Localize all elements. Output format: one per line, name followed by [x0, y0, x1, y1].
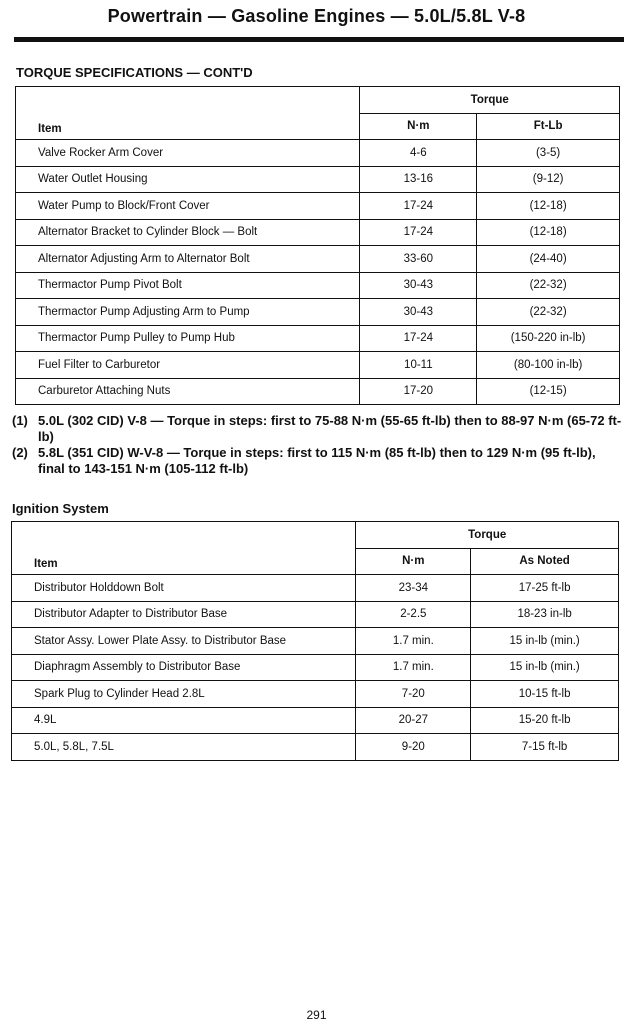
- item-cell: Thermactor Pump Pivot Bolt: [16, 272, 360, 299]
- footnote-number: (1): [12, 413, 28, 428]
- table-row: [16, 299, 620, 326]
- nm-cell: 17-24: [360, 193, 477, 220]
- table-row: [16, 352, 620, 379]
- nm-cell: 30-43: [360, 272, 477, 299]
- nm-cell: 10-11: [360, 352, 477, 379]
- footnote: [12, 445, 624, 477]
- table-row: [16, 246, 620, 273]
- value-cell: 18-23 in-lb: [471, 601, 619, 628]
- footnotes: [12, 413, 624, 477]
- table-row: [16, 378, 620, 405]
- column-header-item: Item: [12, 522, 356, 575]
- ignition-section-title: Ignition System: [12, 501, 109, 516]
- value-cell: (22-32): [477, 272, 620, 299]
- item-cell: Diaphragm Assembly to Distributor Base: [12, 654, 356, 681]
- value-cell: 10-15 ft-lb: [471, 681, 619, 708]
- table-row: [16, 193, 620, 220]
- item-cell: Spark Plug to Cylinder Head 2.8L: [12, 681, 356, 708]
- item-cell: Fuel Filter to Carburetor: [16, 352, 360, 379]
- value-cell: (12-18): [477, 219, 620, 246]
- item-cell: Thermactor Pump Pulley to Pump Hub: [16, 325, 360, 352]
- item-cell: Distributor Holddown Bolt: [12, 575, 356, 602]
- nm-cell: 17-24: [360, 325, 477, 352]
- table-row: [12, 628, 619, 655]
- nm-cell: 20-27: [356, 707, 471, 734]
- ignition-table: [11, 521, 619, 761]
- value-cell: 7-15 ft-lb: [471, 734, 619, 761]
- nm-cell: 4-6: [360, 140, 477, 167]
- table-row: [16, 325, 620, 352]
- value-cell: (9-12): [477, 166, 620, 193]
- nm-cell: 9-20: [356, 734, 471, 761]
- value-cell: 17-25 ft-lb: [471, 575, 619, 602]
- table-row: [12, 734, 619, 761]
- value-cell: (12-18): [477, 193, 620, 220]
- item-cell: 4.9L: [12, 707, 356, 734]
- nm-cell: 13-16: [360, 166, 477, 193]
- item-cell: Stator Assy. Lower Plate Assy. to Distributor Base: [12, 628, 356, 655]
- value-cell: (3-5): [477, 140, 620, 167]
- table-row: [12, 681, 619, 708]
- page-number: 291: [306, 1008, 327, 1022]
- value-cell: (80-100 in-lb): [477, 352, 620, 379]
- footnote: [12, 413, 624, 445]
- item-cell: Alternator Bracket to Cylinder Block — Bolt: [16, 219, 360, 246]
- table-row: [12, 575, 619, 602]
- item-cell: Distributor Adapter to Distributor Base: [12, 601, 356, 628]
- column-group-torque: Torque: [356, 522, 619, 549]
- nm-cell: 30-43: [360, 299, 477, 326]
- table-row: [12, 654, 619, 681]
- torque-section-title: TORQUE SPECIFICATIONS — CONT'D: [16, 65, 253, 80]
- nm-cell: 7-20: [356, 681, 471, 708]
- nm-cell: 23-34: [356, 575, 471, 602]
- column-header-nm: N·m: [356, 548, 471, 575]
- nm-cell: 1.7 min.: [356, 628, 471, 655]
- header-rule: [14, 37, 624, 42]
- table-row: [16, 219, 620, 246]
- footnote-text: 5.0L (302 CID) V-8 — Torque in steps: first to 75-88 N·m (55-65 ft-lb) then to 88-97 N·m (65-72 ft-lb): [38, 413, 622, 444]
- item-cell: Water Pump to Block/Front Cover: [16, 193, 360, 220]
- item-cell: Thermactor Pump Adjusting Arm to Pump: [16, 299, 360, 326]
- nm-cell: 17-20: [360, 378, 477, 405]
- value-cell: (150-220 in-lb): [477, 325, 620, 352]
- table-row: [16, 272, 620, 299]
- nm-cell: 1.7 min.: [356, 654, 471, 681]
- value-cell: 15-20 ft-lb: [471, 707, 619, 734]
- nm-cell: 2-2.5: [356, 601, 471, 628]
- value-cell: (12-15): [477, 378, 620, 405]
- item-cell: Alternator Adjusting Arm to Alternator Bolt: [16, 246, 360, 273]
- column-header-as-noted: As Noted: [471, 548, 619, 575]
- table-row: [16, 140, 620, 167]
- item-cell: Water Outlet Housing: [16, 166, 360, 193]
- value-cell: (22-32): [477, 299, 620, 326]
- column-header-nm: N·m: [360, 113, 477, 140]
- value-cell: (24-40): [477, 246, 620, 273]
- nm-cell: 33-60: [360, 246, 477, 273]
- column-group-torque: Torque: [360, 87, 620, 114]
- column-header-item: Item: [16, 87, 360, 140]
- column-header-ftlb: Ft-Lb: [477, 113, 620, 140]
- item-cell: 5.0L, 5.8L, 7.5L: [12, 734, 356, 761]
- nm-cell: 17-24: [360, 219, 477, 246]
- value-cell: 15 in-lb (min.): [471, 654, 619, 681]
- item-cell: Valve Rocker Arm Cover: [16, 140, 360, 167]
- torque-table: [15, 86, 620, 405]
- value-cell: 15 in-lb (min.): [471, 628, 619, 655]
- table-row: [12, 707, 619, 734]
- footnote-text: 5.8L (351 CID) W-V-8 — Torque in steps: first to 115 N·m (85 ft-lb) then to 129 N·m (95 ft-lb), final to 143-151 N·m (105-112 ft-lb): [38, 445, 596, 476]
- table-row: [12, 601, 619, 628]
- table-row: [16, 166, 620, 193]
- footnote-number: (2): [12, 445, 28, 460]
- item-cell: Carburetor Attaching Nuts: [16, 378, 360, 405]
- page-title: Powertrain — Gasoline Engines — 5.0L/5.8L V-8: [107, 6, 526, 26]
